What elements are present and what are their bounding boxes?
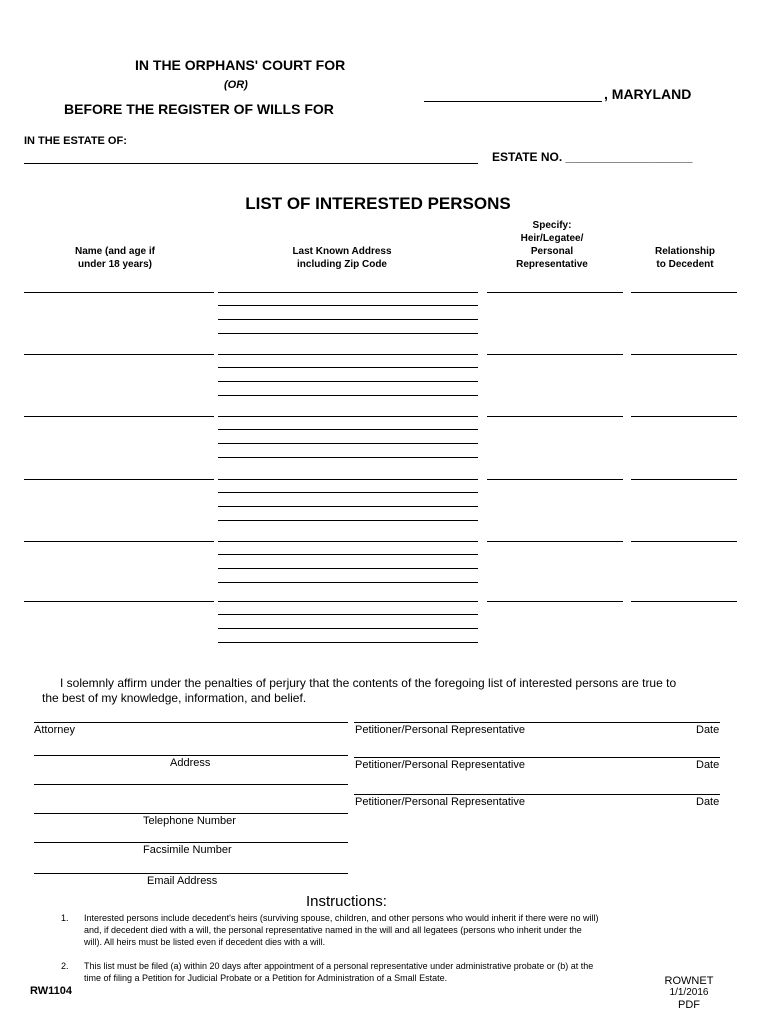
petitioner-signature-line-3[interactable] (354, 794, 720, 795)
email-line[interactable] (34, 873, 348, 874)
col-header-specify: Specify: Heir/Legatee/ Personal Representative (516, 220, 588, 270)
specify-field-row-2[interactable] (487, 354, 623, 355)
register-line: BEFORE THE REGISTER OF WILLS FOR (64, 101, 334, 117)
telephone-label: Telephone Number (143, 815, 236, 827)
telephone-line[interactable] (34, 813, 348, 814)
address-line-4-row-6[interactable] (218, 642, 478, 643)
col-header-address: Last Known Address including Zip Code (292, 246, 392, 270)
col-header-name: Name (and age if under 18 years) (74, 246, 156, 270)
specify-field-row-4[interactable] (487, 479, 623, 480)
petitioner-signature-line-1[interactable] (354, 722, 720, 723)
attorney-label: Attorney (34, 724, 75, 736)
address-line-2[interactable] (34, 784, 348, 785)
name-field-row-3[interactable] (24, 416, 214, 417)
address-line-1-row-2[interactable] (218, 354, 478, 355)
date-label-3: Date (696, 796, 720, 808)
court-line: IN THE ORPHANS' COURT FOR (135, 57, 346, 73)
address-line-3-row-2[interactable] (218, 381, 478, 382)
county-field[interactable] (424, 101, 602, 102)
instruction-1-text: Interested persons include decedent's heirs (surviving spouse, children, and other persons who would inherit if there were no will) and, if decedent died with a will, the personal representative named in the will and all legatees (persons who inherit under the will). All heirs must be listed even if decedent dies with a will. (84, 913, 599, 947)
instruction-2-number: 2. (61, 961, 69, 971)
estate-of-label: IN THE ESTATE OF: (24, 135, 127, 147)
relationship-field-row-2[interactable] (631, 354, 737, 355)
fax-label: Facsimile Number (143, 844, 232, 856)
address-line-3-row-3[interactable] (218, 443, 478, 444)
petitioner-signature-line-2[interactable] (354, 757, 720, 758)
address-line-1-row-1[interactable] (218, 292, 478, 293)
address-line-3-row-4[interactable] (218, 506, 478, 507)
date-label-1: Date (696, 724, 720, 736)
or-line: (OR) (224, 79, 248, 91)
address-line-1-row-3[interactable] (218, 416, 478, 417)
specify-field-row-6[interactable] (487, 601, 623, 602)
relationship-field-row-4[interactable] (631, 479, 737, 480)
address-line-2-row-5[interactable] (218, 554, 478, 555)
relationship-field-row-6[interactable] (631, 601, 737, 602)
address-line-2-row-3[interactable] (218, 429, 478, 430)
attorney-signature-line[interactable] (34, 722, 348, 723)
name-field-row-1[interactable] (24, 292, 214, 293)
col-header-relationship: Relationship to Decedent (654, 246, 715, 270)
footer-rownet: ROWNET 1/1/2016 PDF (664, 975, 714, 1011)
address-label: Address (170, 757, 211, 769)
address-line-2-row-6[interactable] (218, 614, 478, 615)
date-label-2: Date (696, 759, 720, 771)
email-label: Email Address (147, 875, 218, 887)
address-line-4-row-5[interactable] (218, 582, 478, 583)
instruction-2-text: This list must be filed (a) within 20 days after appointment of a personal representative under administrative probate or (b) at the time of filing a Petition for Judicial Probate or a Petition for Administration of a Small Estate. (84, 961, 594, 983)
address-line-2-row-1[interactable] (218, 305, 478, 306)
name-field-row-5[interactable] (24, 541, 214, 542)
relationship-field-row-1[interactable] (631, 292, 737, 293)
relationship-field-row-5[interactable] (631, 541, 737, 542)
address-line-1-row-5[interactable] (218, 541, 478, 542)
address-line-4-row-2[interactable] (218, 395, 478, 396)
estate-name-field[interactable] (24, 163, 478, 164)
address-line-4-row-4[interactable] (218, 520, 478, 521)
name-field-row-4[interactable] (24, 479, 214, 480)
address-line-1[interactable] (34, 755, 348, 756)
instructions-heading: Instructions: (306, 893, 387, 910)
form-number: RW1104 (30, 985, 72, 997)
petitioner-label-3: Petitioner/Personal Representative (355, 796, 525, 808)
address-line-2-row-4[interactable] (218, 492, 478, 493)
address-line-1-row-6[interactable] (218, 601, 478, 602)
name-field-row-6[interactable] (24, 601, 214, 602)
address-line-3-row-1[interactable] (218, 319, 478, 320)
affirmation-text: I solemnly affirm under the penalties of perjury that the contents of the foregoing list of interested persons are true to the best of my knowledge, information, and belief. (42, 676, 677, 705)
petitioner-label-1: Petitioner/Personal Representative (355, 724, 525, 736)
address-line-4-row-1[interactable] (218, 333, 478, 334)
instruction-1-number: 1. (61, 913, 69, 923)
petitioner-label-2: Petitioner/Personal Representative (355, 759, 525, 771)
estate-no-label: ESTATE NO. ___________________ (492, 150, 693, 164)
specify-field-row-5[interactable] (487, 541, 623, 542)
relationship-field-row-3[interactable] (631, 416, 737, 417)
page-title: LIST OF INTERESTED PERSONS (245, 194, 511, 213)
address-line-4-row-3[interactable] (218, 457, 478, 458)
address-line-3-row-6[interactable] (218, 628, 478, 629)
name-field-row-2[interactable] (24, 354, 214, 355)
specify-field-row-1[interactable] (487, 292, 623, 293)
address-line-3-row-5[interactable] (218, 568, 478, 569)
fax-line[interactable] (34, 842, 348, 843)
maryland-label: , MARYLAND (604, 86, 692, 102)
address-line-1-row-4[interactable] (218, 479, 478, 480)
specify-field-row-3[interactable] (487, 416, 623, 417)
address-line-2-row-2[interactable] (218, 367, 478, 368)
